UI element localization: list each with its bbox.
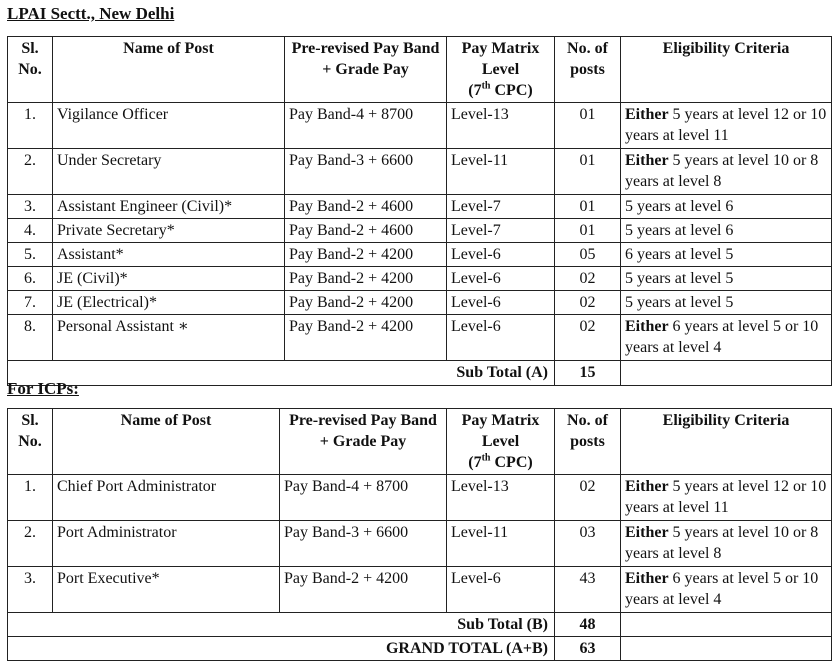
- row-sl: 2.: [8, 521, 53, 567]
- row-posts: 01: [555, 103, 621, 149]
- row-name: Assistant*: [53, 243, 285, 267]
- row-level: Level-6: [447, 291, 555, 315]
- pay-matrix-label: Pay Matrix Level: [461, 412, 540, 450]
- grandtotal-label: GRAND TOTAL (A+B): [8, 637, 555, 661]
- row-posts: 02: [555, 315, 621, 361]
- row-level: Level-11: [447, 521, 555, 567]
- table-header-row: [8, 409, 832, 475]
- col-header-posts: No. of posts: [555, 409, 621, 475]
- col-header-name: Name of Post: [53, 409, 280, 475]
- row-sl: 7.: [8, 291, 53, 315]
- row-posts: 01: [555, 219, 621, 243]
- subtotal-value: 15: [555, 361, 621, 386]
- row-pay-band: Pay Band-2 + 4200: [285, 243, 447, 267]
- col-header-name: Name of Post: [53, 37, 285, 103]
- elig-lead: Either: [625, 152, 669, 169]
- subtotal-row: [8, 361, 832, 386]
- row-name: Under Secretary: [53, 149, 285, 195]
- table-row: [8, 475, 832, 521]
- pay-matrix-open: (7: [468, 454, 482, 471]
- table-row: [8, 315, 832, 361]
- elig-text: 6 years at level 5: [625, 246, 734, 263]
- col-header-pay-matrix: [447, 409, 555, 475]
- row-level: Level-6: [447, 567, 555, 613]
- row-posts: 01: [555, 195, 621, 219]
- table-row: [8, 567, 832, 613]
- row-eligibility: [621, 219, 832, 243]
- subtotal-label: Sub Total (B): [8, 613, 555, 637]
- row-pay-band: Pay Band-4 + 8700: [280, 475, 447, 521]
- table-row: [8, 291, 832, 315]
- row-eligibility: [621, 521, 832, 567]
- table-row: [8, 219, 832, 243]
- row-eligibility: [621, 243, 832, 267]
- table-row: [8, 243, 832, 267]
- row-posts: 03: [555, 521, 621, 567]
- table-row: [8, 267, 832, 291]
- icps-posts-table: [7, 408, 832, 661]
- row-posts: 05: [555, 243, 621, 267]
- row-level: Level-6: [447, 315, 555, 361]
- row-level: Level-6: [447, 267, 555, 291]
- col-header-posts: No. of posts: [555, 37, 621, 103]
- row-eligibility: [621, 149, 832, 195]
- col-header-sl: Sl. No.: [8, 409, 53, 475]
- table-header-row: [8, 37, 832, 103]
- row-posts: 02: [555, 267, 621, 291]
- col-header-pay-matrix: [447, 37, 555, 103]
- row-level: Level-13: [447, 475, 555, 521]
- row-pay-band: Pay Band-2 + 4200: [280, 567, 447, 613]
- row-pay-band: Pay Band-2 + 4200: [285, 291, 447, 315]
- col-header-pay-band: Pre-revised Pay Band + Grade Pay: [280, 409, 447, 475]
- row-name: Port Administrator: [53, 521, 280, 567]
- subtotal-empty-cell: [621, 613, 832, 637]
- row-eligibility: [621, 291, 832, 315]
- row-name: Private Secretary*: [53, 219, 285, 243]
- pay-matrix-sup: th: [481, 80, 491, 92]
- row-sl: 8.: [8, 315, 53, 361]
- col-header-eligibility: Eligibility Criteria: [621, 37, 832, 103]
- row-name: Assistant Engineer (Civil)*: [53, 195, 285, 219]
- row-eligibility: [621, 567, 832, 613]
- row-pay-band: Pay Band-2 + 4600: [285, 195, 447, 219]
- row-pay-band: Pay Band-4 + 8700: [285, 103, 447, 149]
- row-posts: 01: [555, 149, 621, 195]
- elig-lead: Either: [625, 106, 669, 123]
- col-header-sl: Sl. No.: [8, 37, 53, 103]
- row-posts: 02: [555, 291, 621, 315]
- elig-text: 5 years at level 6: [625, 198, 734, 215]
- row-level: Level-7: [447, 195, 555, 219]
- elig-text: 5 years at level 6: [625, 222, 734, 239]
- elig-lead: Either: [625, 570, 669, 587]
- row-level: Level-6: [447, 243, 555, 267]
- grandtotal-value: 63: [555, 637, 621, 661]
- row-sl: 4.: [8, 219, 53, 243]
- row-level: Level-7: [447, 219, 555, 243]
- elig-text: 6 years at level 5 or 10 years at level 4: [625, 318, 819, 356]
- table-row: [8, 103, 832, 149]
- elig-text: 5 years at level 10 or 8 years at level 8: [625, 152, 819, 190]
- row-name: Port Executive*: [53, 567, 280, 613]
- row-sl: 2.: [8, 149, 53, 195]
- row-pay-band: Pay Band-3 + 6600: [280, 521, 447, 567]
- pay-matrix-close: CPC): [490, 454, 533, 471]
- row-sl: 1.: [8, 475, 53, 521]
- pay-matrix-open: (7: [468, 82, 482, 99]
- row-name: Chief Port Administrator: [53, 475, 280, 521]
- elig-lead: Either: [625, 478, 669, 495]
- row-level: Level-11: [447, 149, 555, 195]
- table-row: [8, 149, 832, 195]
- row-sl: 6.: [8, 267, 53, 291]
- elig-text: 5 years at level 10 or 8 years at level 8: [625, 524, 819, 562]
- row-eligibility: [621, 475, 832, 521]
- section-heading-lpai: LPAI Sectt., New Delhi: [7, 4, 175, 23]
- pay-matrix-label: Pay Matrix Level: [461, 40, 540, 78]
- section-heading-icps: For ICPs:: [7, 379, 79, 398]
- subtotal-empty-cell: [621, 361, 832, 386]
- elig-text: 5 years at level 5: [625, 294, 734, 311]
- subtotal-value: 48: [555, 613, 621, 637]
- row-posts: 02: [555, 475, 621, 521]
- elig-text: 5 years at level 12 or 10 years at level 11: [625, 106, 827, 144]
- row-level: Level-13: [447, 103, 555, 149]
- pay-matrix-sup: th: [481, 452, 491, 464]
- row-sl: 5.: [8, 243, 53, 267]
- row-pay-band: Pay Band-3 + 6600: [285, 149, 447, 195]
- elig-text: 6 years at level 5 or 10 years at level 4: [625, 570, 819, 608]
- row-eligibility: [621, 315, 832, 361]
- row-pay-band: Pay Band-2 + 4600: [285, 219, 447, 243]
- row-eligibility: [621, 267, 832, 291]
- elig-text: 5 years at level 5: [625, 270, 734, 287]
- row-sl: 3.: [8, 567, 53, 613]
- row-pay-band: Pay Band-2 + 4200: [285, 315, 447, 361]
- row-sl: 3.: [8, 195, 53, 219]
- pay-matrix-close: CPC): [490, 82, 533, 99]
- lpai-posts-table: [7, 36, 832, 386]
- col-header-pay-band: Pre-revised Pay Band + Grade Pay: [285, 37, 447, 103]
- elig-text: 5 years at level 12 or 10 years at level 11: [625, 478, 827, 516]
- row-name: Personal Assistant ∗: [53, 315, 285, 361]
- elig-lead: Either: [625, 318, 669, 335]
- row-posts: 43: [555, 567, 621, 613]
- row-pay-band: Pay Band-2 + 4200: [285, 267, 447, 291]
- row-name: JE (Electrical)*: [53, 291, 285, 315]
- col-header-eligibility: Eligibility Criteria: [621, 409, 832, 475]
- elig-lead: Either: [625, 524, 669, 541]
- table-row: [8, 521, 832, 567]
- row-name: Vigilance Officer: [53, 103, 285, 149]
- row-eligibility: [621, 103, 832, 149]
- table-row: [8, 195, 832, 219]
- subtotal-row: [8, 613, 832, 637]
- row-eligibility: [621, 195, 832, 219]
- row-sl: 1.: [8, 103, 53, 149]
- row-name: JE (Civil)*: [53, 267, 285, 291]
- subtotal-label: Sub Total (A): [8, 361, 555, 386]
